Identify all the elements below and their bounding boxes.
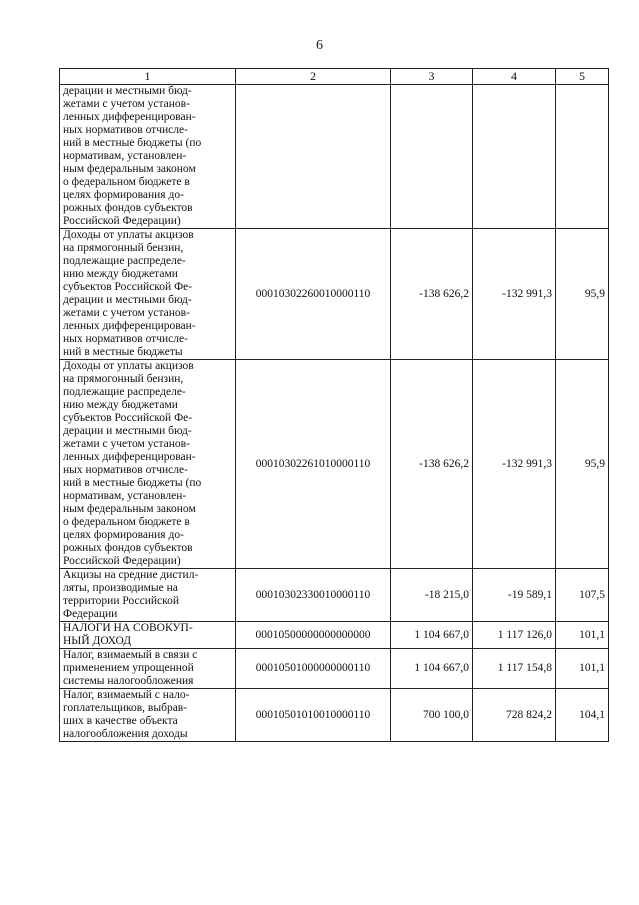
row-plan: -138 626,2 xyxy=(391,360,473,569)
table-row xyxy=(60,229,609,360)
page-number: 6 xyxy=(316,38,323,53)
row-description: Налог, взимаемый с нало- гоплательщиков, выбрав- ших в качестве объекта налогообложения доходы xyxy=(60,689,236,742)
header-row xyxy=(60,69,609,85)
row-percent: 101,1 xyxy=(556,649,609,689)
row-percent: 95,9 xyxy=(556,360,609,569)
row-code xyxy=(236,85,391,229)
row-description: дерации и местными бюд- жетами с учетом установ- ленных дифференцирован- ных нормативов отчисле- ний в местные бюджеты (по нормативам, установлен- ным федеральным законом о федеральном бюджете в целях формирования до- рожных фондов субъектов Российской Федерации) xyxy=(60,85,236,229)
row-fact xyxy=(473,85,556,229)
table-row xyxy=(60,689,609,742)
row-fact: 728 824,2 xyxy=(473,689,556,742)
row-plan: -138 626,2 xyxy=(391,229,473,360)
table-row xyxy=(60,360,609,569)
row-description: НАЛОГИ НА СОВОКУП- НЫЙ ДОХОД xyxy=(60,622,236,649)
row-fact: 1 117 154,8 xyxy=(473,649,556,689)
row-code: 00010500000000000000 xyxy=(236,622,391,649)
row-fact: 1 117 126,0 xyxy=(473,622,556,649)
row-fact: -19 589,1 xyxy=(473,569,556,622)
table-row xyxy=(60,569,609,622)
row-percent: 107,5 xyxy=(556,569,609,622)
row-percent xyxy=(556,85,609,229)
header-col-2: 2 xyxy=(236,69,391,85)
row-percent: 95,9 xyxy=(556,229,609,360)
row-plan: 1 104 667,0 xyxy=(391,649,473,689)
row-description: Налог, взимаемый в связи с применением упрощенной системы налогообложения xyxy=(60,649,236,689)
row-description: Доходы от уплаты акцизов на прямогонный бензин, подлежащие распределе- нию между бюджетами субъектов Российской Фе- дерации и местными бюд- жетами с учетом установ- ленных дифференцирован- ных нормативов отчисле- ний в местные бюджеты (по нормативам, установлен- ным федеральным законом о федеральном бюджете в целях формирования до- рожных фондов субъектов Российской Федерации) xyxy=(60,360,236,569)
budget-revenue-table xyxy=(59,68,609,742)
header-col-5: 5 xyxy=(556,69,609,85)
table-row xyxy=(60,649,609,689)
row-description: Акцизы на средние дистил- ляты, производимые на территории Российской Федерации xyxy=(60,569,236,622)
row-code: 00010302330010000110 xyxy=(236,569,391,622)
row-description: Доходы от уплаты акцизов на прямогонный бензин, подлежащие распределе- нию между бюджетами субъектов Российской Фе- дерации и местными бюд- жетами с учетом установ- ленных дифференцирован- ных нормативов отчисле- ний в местные бюджеты xyxy=(60,229,236,360)
row-plan: 700 100,0 xyxy=(391,689,473,742)
row-code: 00010302261010000110 xyxy=(236,360,391,569)
row-percent: 104,1 xyxy=(556,689,609,742)
row-plan: -18 215,0 xyxy=(391,569,473,622)
row-percent: 101,1 xyxy=(556,622,609,649)
row-plan: 1 104 667,0 xyxy=(391,622,473,649)
row-fact: -132 991,3 xyxy=(473,360,556,569)
table-row xyxy=(60,85,609,229)
header-col-3: 3 xyxy=(391,69,473,85)
row-fact: -132 991,3 xyxy=(473,229,556,360)
header-col-4: 4 xyxy=(473,69,556,85)
row-code: 00010501000000000110 xyxy=(236,649,391,689)
table-row xyxy=(60,622,609,649)
row-code: 00010302260010000110 xyxy=(236,229,391,360)
row-code: 00010501010010000110 xyxy=(236,689,391,742)
header-col-1: 1 xyxy=(60,69,236,85)
row-plan xyxy=(391,85,473,229)
